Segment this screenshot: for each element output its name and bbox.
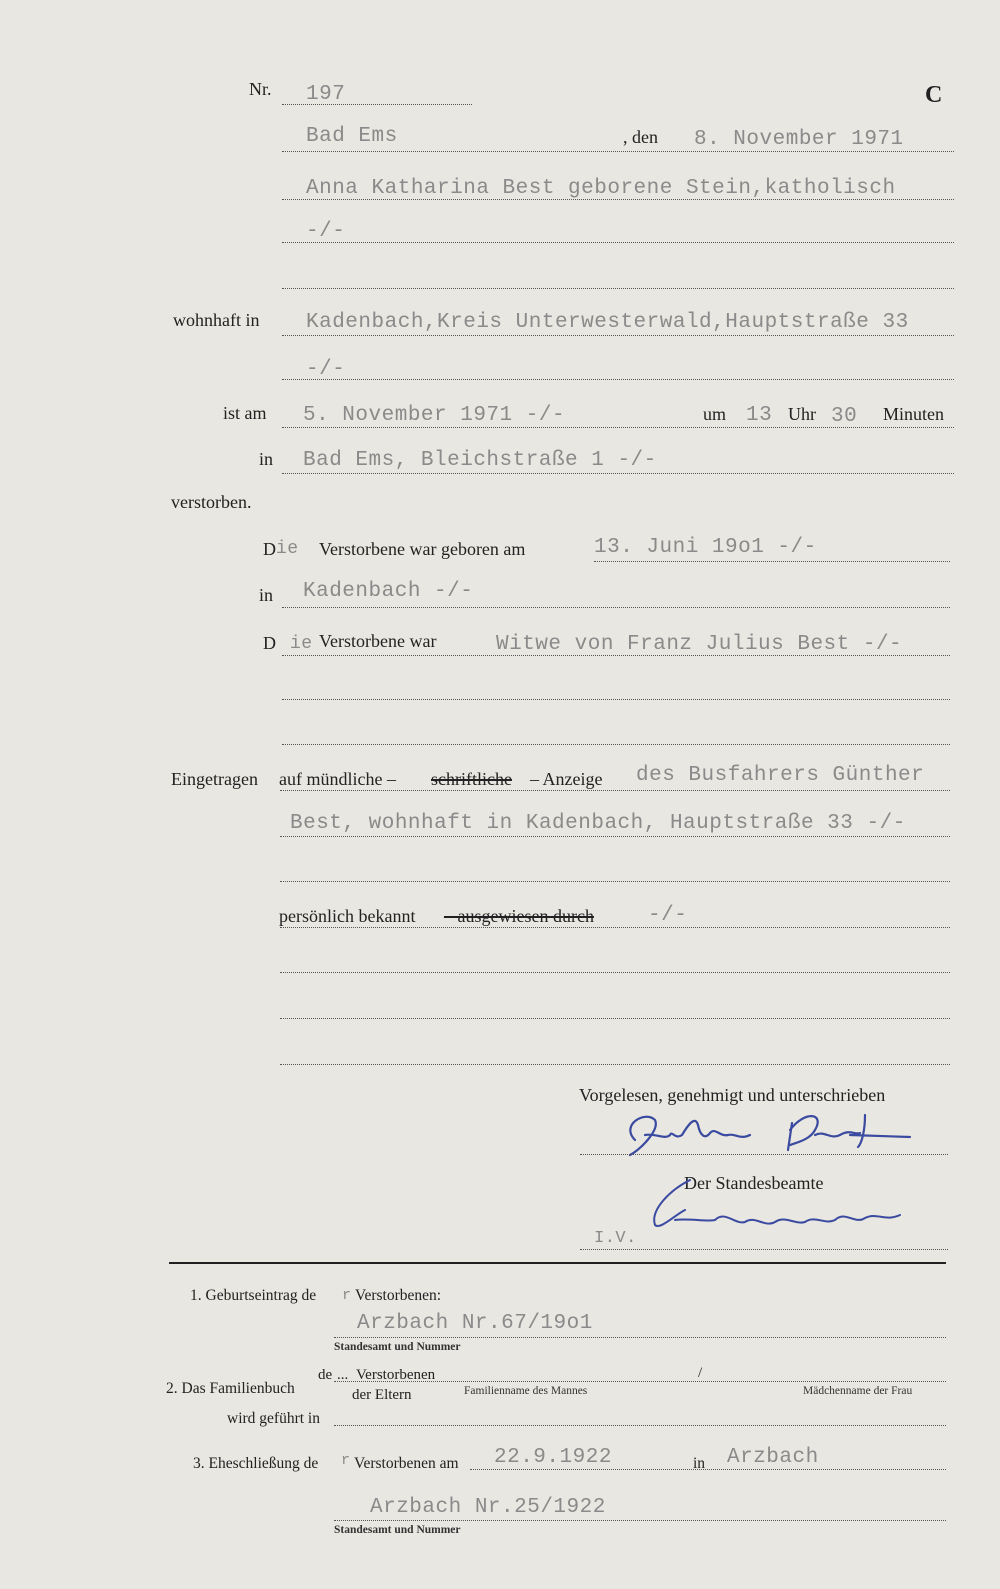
registration-label-a: Eingetragen xyxy=(171,769,258,789)
birth-date-line xyxy=(594,561,950,562)
birth-entry-line xyxy=(334,1337,946,1338)
death-date: 5. November 1971 -/- xyxy=(303,404,566,427)
birth-entry-value: Arzbach Nr.67/19o1 xyxy=(357,1312,593,1335)
marriage-registry-value: Arzbach Nr.25/1922 xyxy=(370,1496,606,1519)
deceased-name: Anna Katharina Best geborene Stein,katholisch xyxy=(306,177,896,200)
marriage-label: 3. Eheschließung de xyxy=(193,1455,319,1472)
death-date-label: ist am xyxy=(223,403,267,423)
birth-place-line xyxy=(282,607,950,608)
marriage-after: Verstorbenen am xyxy=(354,1455,459,1472)
minuten-label: Minuten xyxy=(883,404,944,424)
registration-label-struck: schriftliche xyxy=(431,769,512,789)
um-label: um xyxy=(703,404,727,424)
birth-entry-label: 1. Geburtseintrag de xyxy=(190,1287,317,1304)
family-book-dots: ... xyxy=(337,1367,349,1383)
birth-entry-suffix: r xyxy=(342,1287,352,1304)
status-d-prefix: D xyxy=(263,633,276,653)
birth-place: Kadenbach -/- xyxy=(303,580,474,603)
informant-line-1: des Busfahrers Günther xyxy=(636,764,925,787)
registration-label-c: – Anzeige xyxy=(530,769,603,789)
residence-value: Kadenbach,Kreis Unterwesterwald,Hauptstraße 33 xyxy=(306,311,909,334)
iv-mark: I.V. xyxy=(594,1229,637,1248)
birth-label: Verstorbene war geboren am xyxy=(319,539,526,559)
empty-line-1 xyxy=(282,288,954,289)
registry-date: 8. November 1971 xyxy=(694,128,904,151)
empty-line-4 xyxy=(280,881,950,882)
marriage-registry-line xyxy=(334,1520,946,1521)
record-number: 197 xyxy=(306,83,346,106)
caption-wife-maiden-name: Mädchenname der Frau xyxy=(803,1385,913,1397)
status-d-suffix: ie xyxy=(290,634,313,654)
death-place: Bad Ems, Bleichstraße 1 -/- xyxy=(303,449,657,472)
death-in-label: in xyxy=(259,449,274,469)
registration-line-2 xyxy=(280,836,950,837)
marriage-date: 22.9.1922 xyxy=(494,1446,612,1469)
empty-line-6 xyxy=(280,1018,950,1019)
marriage-place: Arzbach xyxy=(727,1446,819,1469)
official-signature xyxy=(645,1170,945,1250)
death-minutes: 30 xyxy=(831,405,858,428)
nr-line xyxy=(282,104,472,105)
place-date-line xyxy=(282,151,954,152)
birth-d-prefix: D xyxy=(263,539,276,559)
residence-line-2-rule xyxy=(282,379,954,380)
informant-line-2: Best, wohnhaft in Kadenbach, Hauptstraße 33 -/- xyxy=(290,812,906,835)
empty-line-7 xyxy=(280,1064,950,1065)
known-label-struck: – ausgewiesen durch xyxy=(444,906,594,926)
signature-line-1 xyxy=(580,1154,948,1155)
family-book-line xyxy=(334,1381,946,1382)
marriage-in-label: in xyxy=(693,1455,706,1472)
birth-entry-caption: Standesamt und Nummer xyxy=(334,1341,461,1353)
marriage-suffix: r xyxy=(341,1452,351,1469)
registration-line-1 xyxy=(280,790,950,791)
birth-date: 13. Juni 19o1 -/- xyxy=(594,536,817,559)
name-line-2: -/- xyxy=(306,220,346,243)
nr-label: Nr. xyxy=(249,79,272,99)
known-label: persönlich bekannt xyxy=(279,906,416,926)
empty-line-5 xyxy=(280,972,950,973)
residence-line-2: -/- xyxy=(306,358,346,381)
family-book-de: de xyxy=(318,1367,333,1383)
family-book-slash: / xyxy=(698,1365,703,1381)
read-approved-label: Vorgelesen, genehmigt und unterschrieben xyxy=(579,1085,886,1105)
birth-in-label: in xyxy=(259,585,274,605)
status-value: Witwe von Franz Julius Best -/- xyxy=(496,633,903,656)
death-place-line xyxy=(282,473,954,474)
family-book-kept-in-line xyxy=(334,1425,946,1426)
birth-entry-after: Verstorbenen: xyxy=(355,1287,442,1304)
register-letter: C xyxy=(925,82,943,108)
death-hour: 13 xyxy=(746,404,773,427)
known-line xyxy=(280,927,950,928)
known-value: -/- xyxy=(648,904,688,927)
status-line xyxy=(282,655,950,656)
residence-line xyxy=(282,335,954,336)
status-label: Verstorbene war xyxy=(319,631,437,651)
den-label: , den xyxy=(623,127,658,147)
family-book-label: 2. Das Familienbuch xyxy=(166,1380,295,1397)
residence-label: wohnhaft in xyxy=(173,310,260,330)
marriage-registry-caption: Standesamt und Nummer xyxy=(334,1524,461,1536)
uhr-label: Uhr xyxy=(788,404,816,424)
family-book-kept-in-label: wird geführt in xyxy=(227,1410,320,1427)
marriage-line xyxy=(470,1469,946,1470)
caption-husband-surname: Familienname des Mannes xyxy=(464,1385,588,1397)
name-line xyxy=(282,199,954,200)
official-label: Der Standesbeamte xyxy=(684,1173,824,1193)
birth-d-suffix: ie xyxy=(276,539,299,559)
registration-label-b: auf mündliche – xyxy=(279,769,396,789)
name-line-2-rule xyxy=(282,242,954,243)
family-book-parents: der Eltern xyxy=(352,1387,412,1403)
empty-line-2 xyxy=(282,699,950,700)
empty-line-3 xyxy=(282,744,950,745)
signature-line-2 xyxy=(580,1249,948,1250)
registry-place: Bad Ems xyxy=(306,125,398,148)
death-date-line xyxy=(282,427,954,428)
verstorben-label: verstorben. xyxy=(171,492,252,512)
informant-signature xyxy=(610,1105,930,1165)
section-divider xyxy=(169,1262,946,1264)
family-book-verstorbenen: Verstorbenen xyxy=(356,1367,436,1383)
